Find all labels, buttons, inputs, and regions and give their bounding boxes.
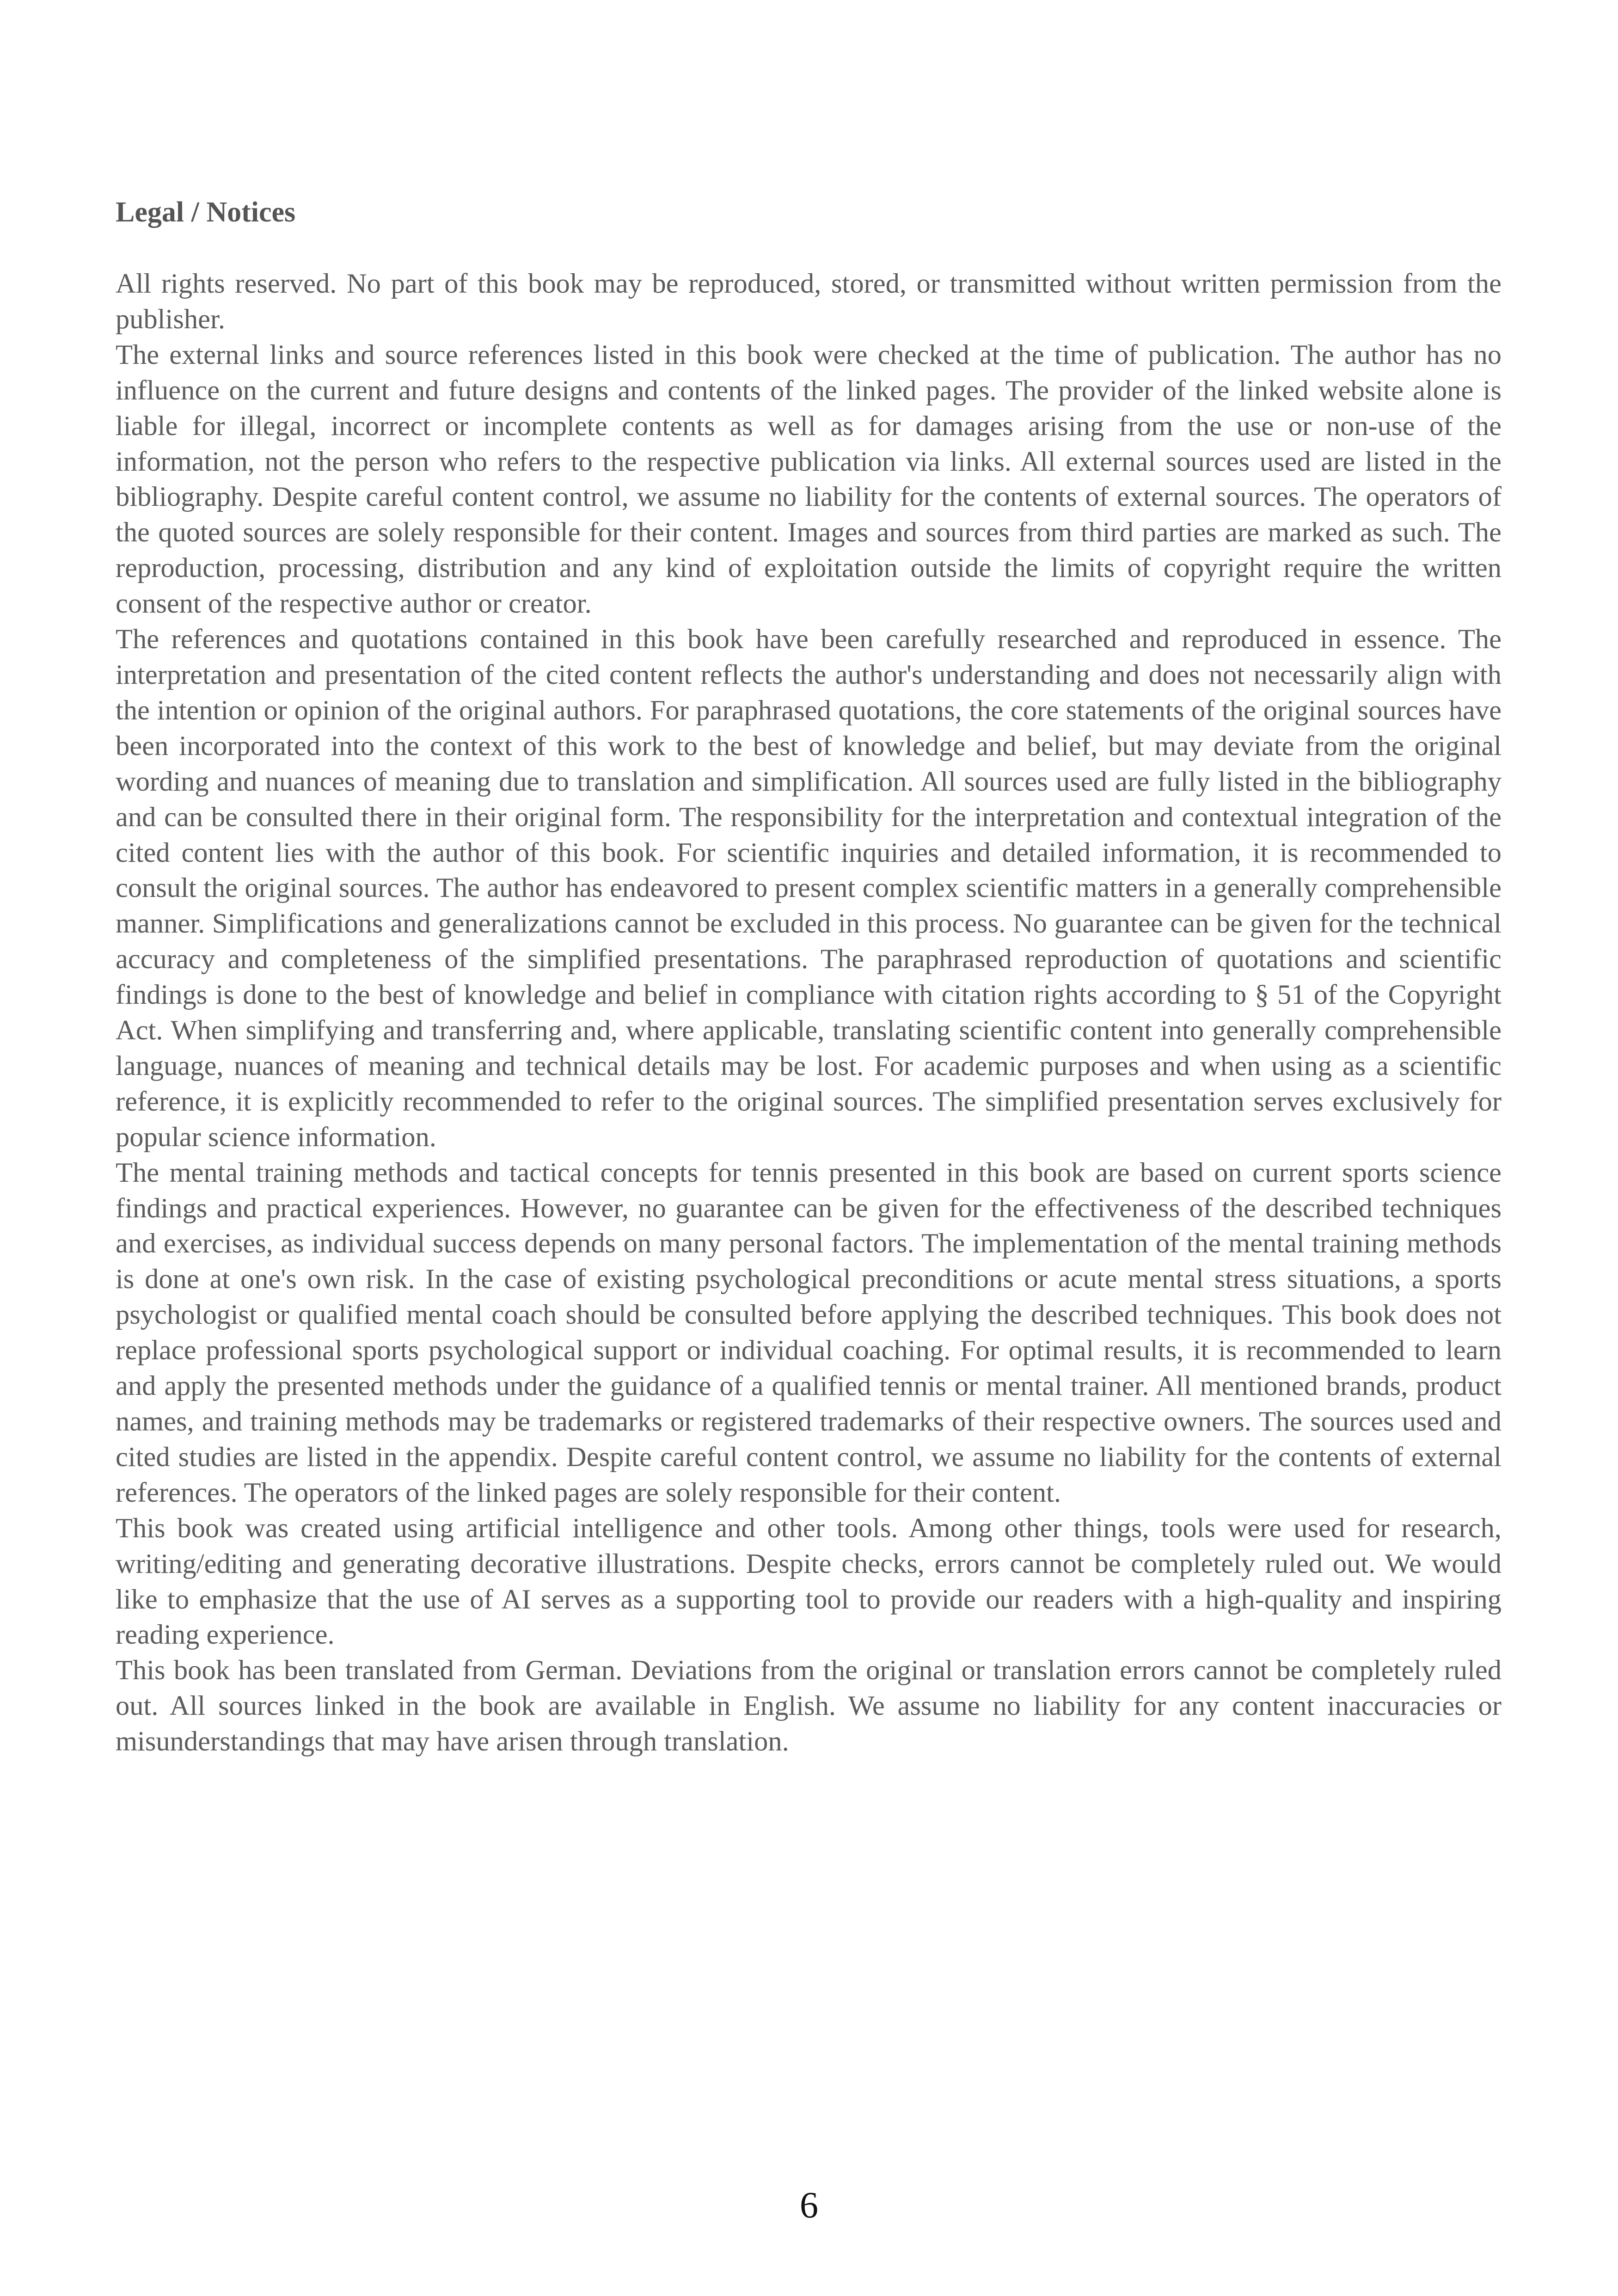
section-heading: Legal / Notices: [116, 196, 296, 228]
page-number: 6: [800, 2185, 818, 2226]
paragraph-rights-reserved: All rights reserved. No part of this book may be reproduced, stored, or transmitted without written permission from the publisher.: [116, 268, 1502, 335]
paragraph-ai-usage: This book was created using artificial intelligence and other tools. Among other things, tools were used for research, writing/editing and generating decorative illustrations. Despite checks, errors cannot be completely ruled out. We would like to emphasize that the use of AI serves as a supporting tool to provide our readers with a high-quality and inspiring reading experience.: [116, 1512, 1502, 1651]
legal-notices-section: [116, 194, 1502, 1760]
paragraph-references-quotations: The references and quotations contained in this book have been carefully researched and reproduced in essence. The interpretation and presentation of the cited content reflects the author's understanding and does not necessarily align with the intention or opinion of the original authors. For paraphrased quotations, the core statements of the original sources have been incorporated into the context of this work to the best of knowledge and belief, but may deviate from the original wording and nuances of meaning due to translation and simplification. All sources used are fully listed in the bibliography and can be consulted there in their original form. The responsibility for the interpretation and contextual integration of the cited content lies with the author of this book. For scientific inquiries and detailed information, it is recommended to consult the original sources. The author has endeavored to present complex scientific matters in a generally comprehensible manner. Simplifications and generalizations cannot be excluded in this process. No guarantee can be given for the technical accuracy and completeness of the simplified presentations. The paraphrased reproduction of quotations and scientific findings is done to the best of knowledge and belief in compliance with citation rights according to § 51 of the Copyright Act. When simplifying and transferring and, where applicable, translating scientific content into generally comprehensible language, nuances of meaning and technical details may be lost. For academic purposes and when using as a scientific reference, it is explicitly recommended to refer to the original sources. The simplified presentation serves exclusively for popular science information.: [116, 624, 1502, 1153]
paragraph-mental-training-disclaimer: The mental training methods and tactical concepts for tennis presented in this book are based on current sports science findings and practical experiences. However, no guarantee can be given for the effectiveness of the described techniques and exercises, as individual success depends on many personal factors. The implementation of the mental training methods is done at one's own risk. In the case of existing psychological preconditions or acute mental stress situations, a sports psychologist or qualified mental coach should be consulted before applying the described techniques. This book does not replace professional sports psychological support or individual coaching. For optimal results, it is recommended to learn and apply the presented methods under the guidance of a qualified tennis or mental trainer. All mentioned brands, product names, and training methods may be trademarks or registered trademarks of their respective owners. The sources used and cited studies are listed in the appendix. Despite careful content control, we assume no liability for the contents of external references. The operators of the linked pages are solely responsible for their content.: [116, 1157, 1502, 1508]
paragraph-external-links: The external links and source references listed in this book were checked at the time of publication. The author has no influence on the current and future designs and contents of the linked pages. The provider of the linked website alone is liable for illegal, incorrect or incomplete contents as well as for damages arising from the use or non-use of the information, not the person who refers to the respective publication via links. All external sources used are listed in the bibliography. Despite careful content control, we assume no liability for the contents of external sources. The operators of the quoted sources are solely responsible for their content. Images and sources from third parties are marked as such. The reproduction, processing, distribution and any kind of exploitation outside the limits of copyright require the written consent of the respective author or creator.: [116, 339, 1502, 620]
paragraph-translation-notice: This book has been translated from German. Deviations from the original or translation errors cannot be completely ruled out. All sources linked in the book are available in English. We assume no liability for any content inaccuracies or misunderstandings that may have arisen through translation.: [116, 1655, 1502, 1757]
